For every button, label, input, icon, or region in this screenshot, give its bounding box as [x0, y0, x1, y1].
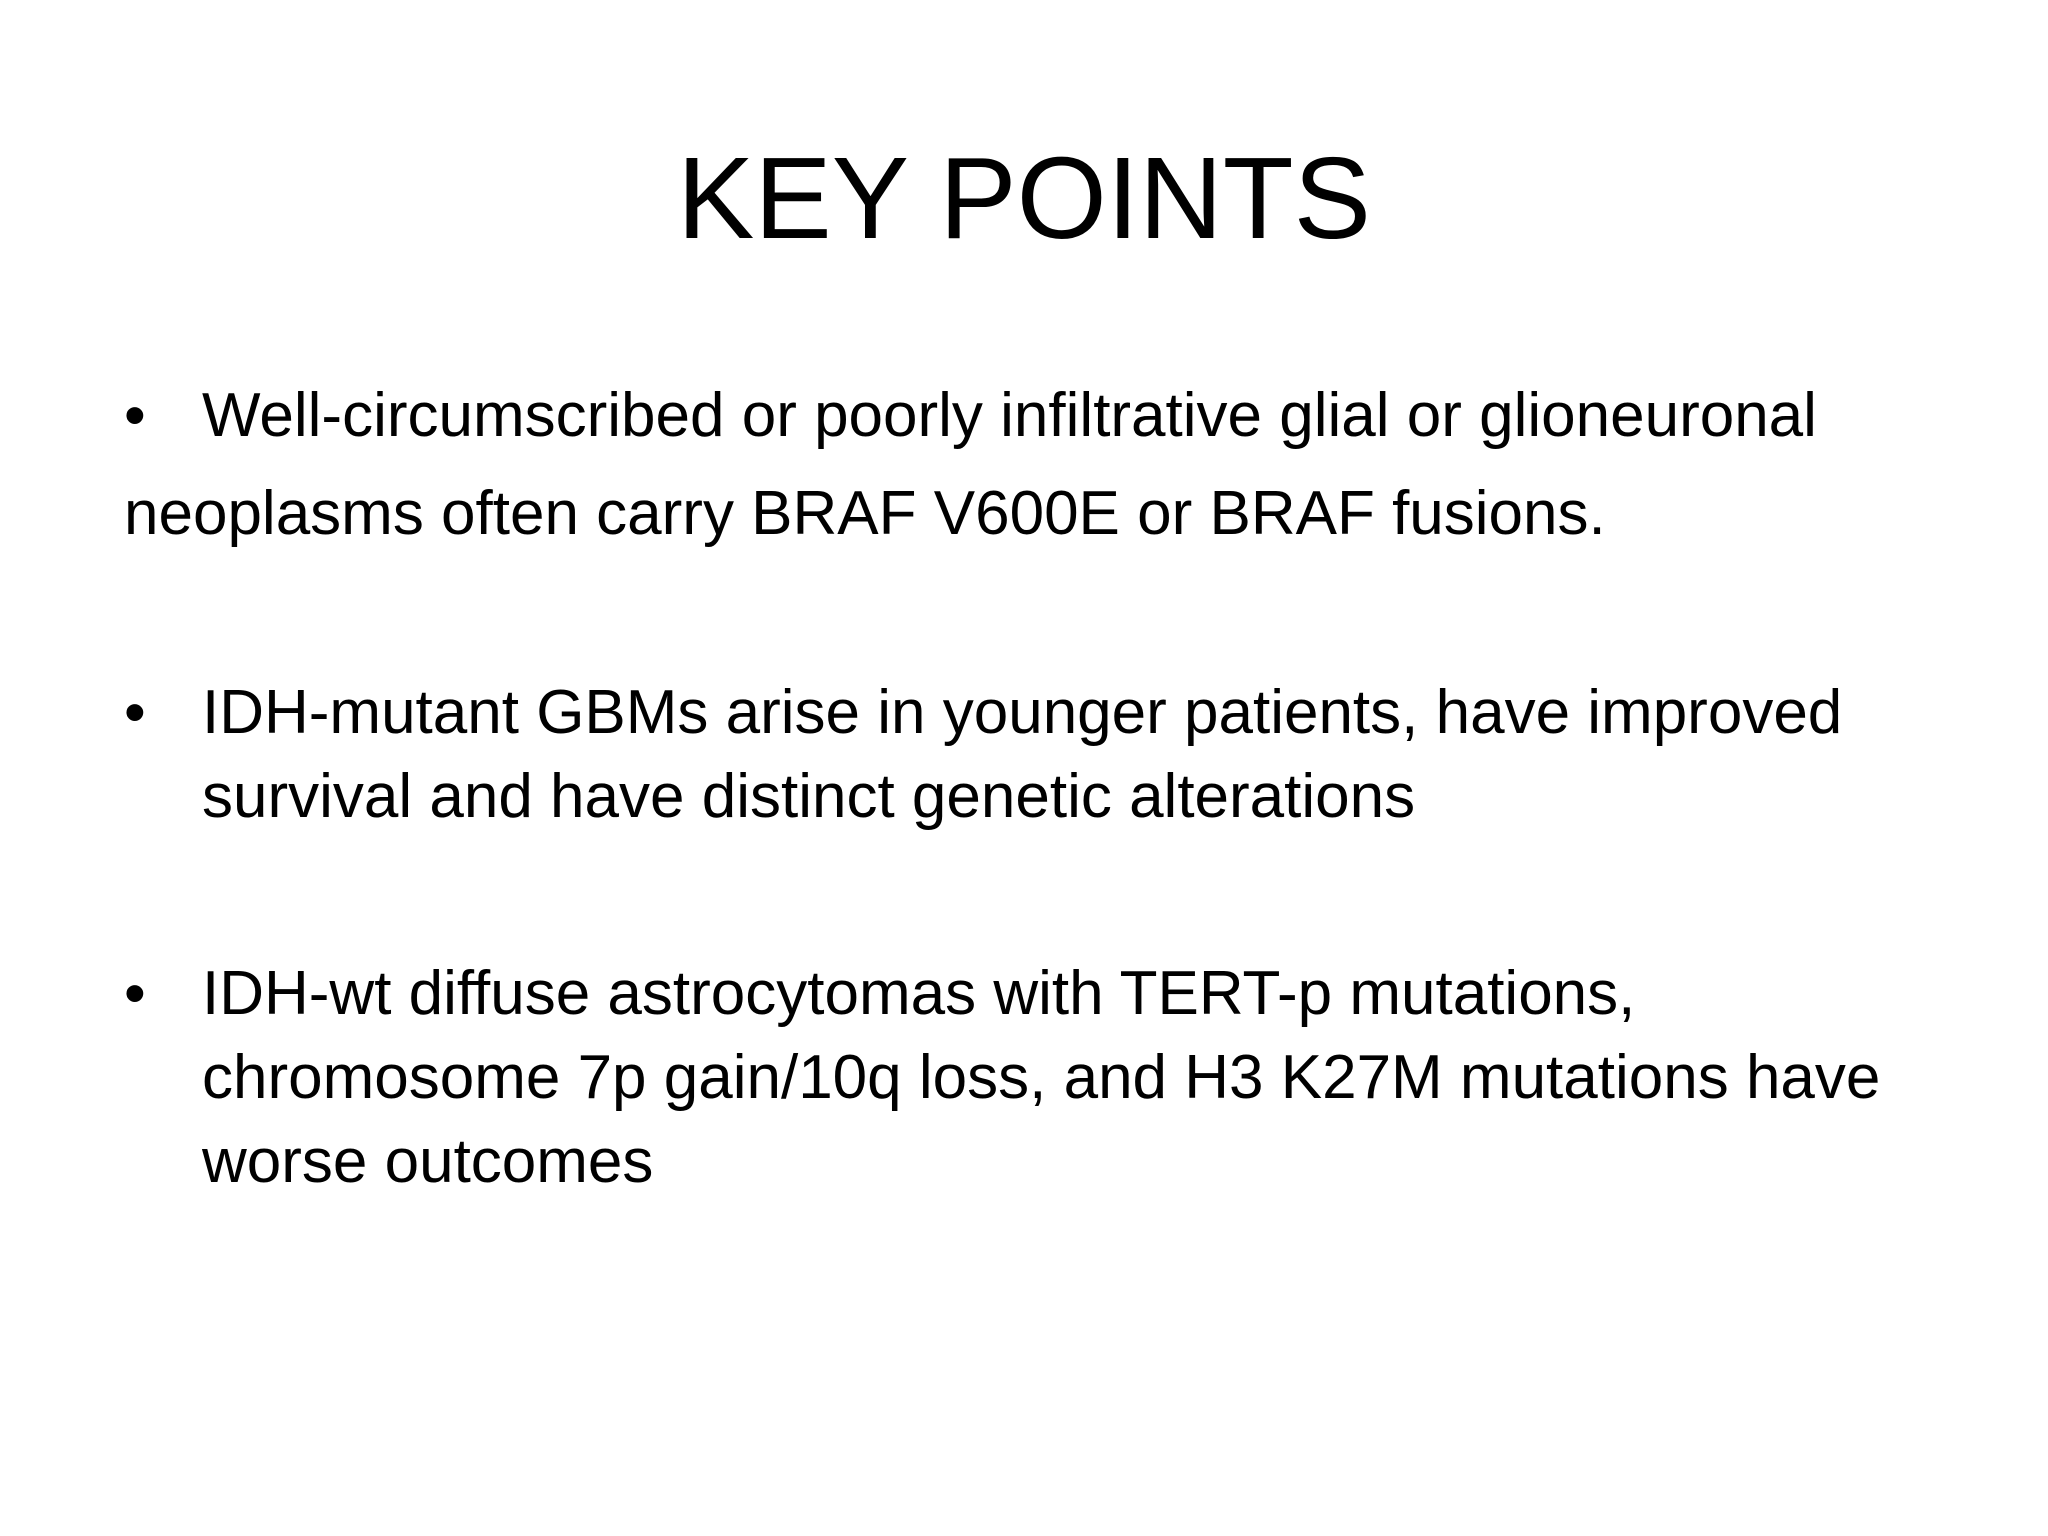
- bullet-text: [124, 374, 1954, 556]
- bullet-line: Well-circumscribed or poorly infiltrative glial or glioneuronal: [202, 381, 1817, 450]
- slide-title: KEY POINTS: [676, 133, 1372, 263]
- bullet-item: [124, 374, 1954, 556]
- bullet-dot-icon: •: [124, 959, 146, 1028]
- bullet-line: neoplasms often carry BRAF V600E or BRAF fusions.: [124, 479, 1606, 548]
- bullet-dot-icon: •: [124, 678, 146, 747]
- bullet-text: IDH-wt diffuse astrocytomas with TERT-p mutations, chromosome 7p gain/10q loss, and H3 K27M mutations have worse outcomes: [202, 959, 1881, 1196]
- bullet-dot-icon: •: [124, 381, 146, 450]
- bullet-item: [124, 671, 1954, 839]
- bullet-item: [124, 952, 1954, 1204]
- bullet-text: IDH-mutant GBMs arise in younger patients, have improved survival and have distinct genetic alterations: [202, 678, 1843, 831]
